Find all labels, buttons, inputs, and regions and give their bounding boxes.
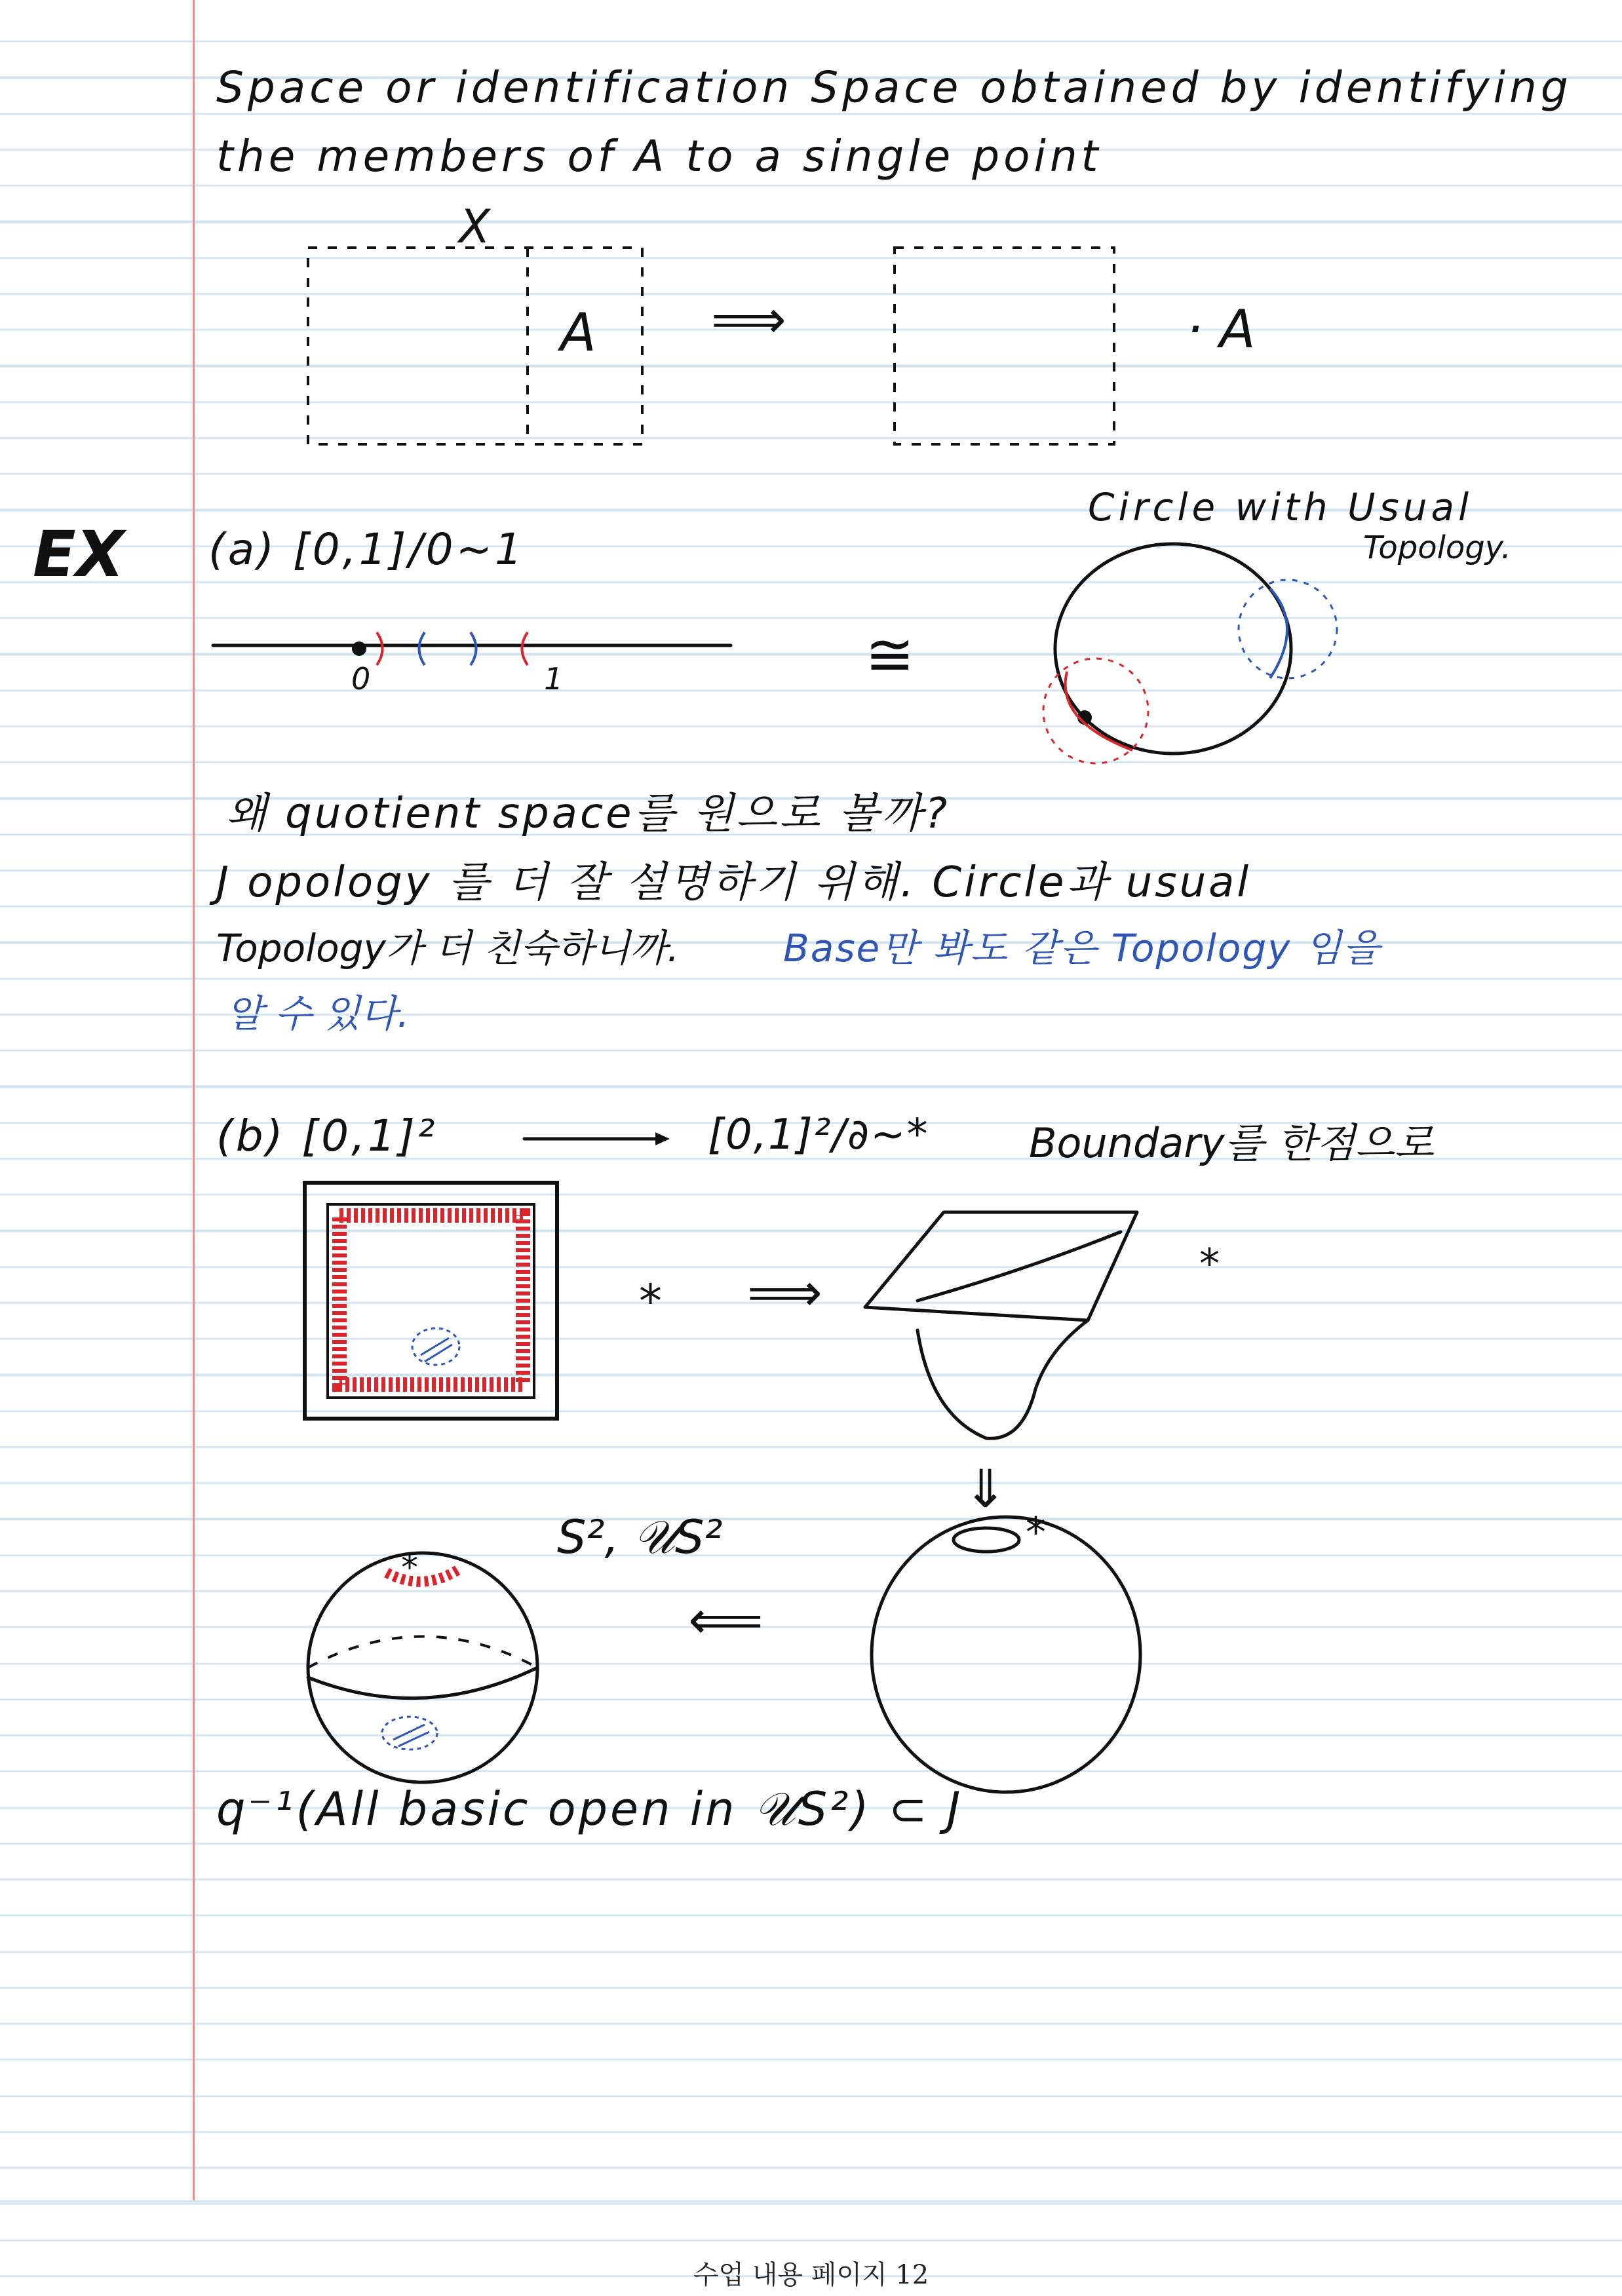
sphere-label: S², 𝒰S² (557, 1510, 723, 1564)
pinched-sphere (872, 1517, 1140, 1792)
circle-caption-2: Topology. (1363, 529, 1511, 566)
arrow-down: ⇓ (963, 1459, 1008, 1520)
fig1-x-label: X (459, 200, 490, 254)
blue-open-set-sphere (382, 1717, 437, 1750)
arrow-right: ⟹ (747, 1262, 822, 1323)
bag-shape (917, 1320, 1088, 1438)
sphere-equator-front (308, 1668, 537, 1698)
part-a-title: (a) [0,1]/0~1 (208, 524, 525, 575)
blue-paren-close (471, 632, 476, 665)
part-b-title-left: (b) [0,1]² (216, 1111, 438, 1161)
blue-arc (1270, 588, 1287, 678)
part-b-title-right: [0,1]²/∂~* (708, 1111, 929, 1159)
label-one: 1 (544, 661, 564, 697)
star-1: * (639, 1274, 662, 1328)
fig1-a-point-label: · A (1186, 299, 1256, 360)
label-zero: 0 (351, 661, 371, 697)
note-line-4-blue: 알 수 있다. (226, 991, 410, 1036)
note-line-3-black: Topology가 더 친숙하니까. (216, 926, 680, 970)
fig1-a-label: A (560, 302, 596, 363)
intro-line-1: Space or identification Space obtained by identifying (216, 62, 1572, 113)
circle (1055, 544, 1291, 754)
red-boundary-neighborhood (339, 1215, 523, 1385)
boundary-note: Boundary를 한점으로 (1029, 1119, 1434, 1167)
point-zero (352, 641, 366, 656)
circle-caption-1: Circle with Usual (1088, 485, 1473, 529)
star-3: * (1026, 1508, 1046, 1556)
blue-hatch-1 (421, 1338, 449, 1355)
note-line-1: 왜 quotient space를 원으로 볼까? (226, 790, 950, 838)
page-footer: 수업 내용 페이지 12 (693, 2260, 929, 2290)
red-cap (387, 1569, 459, 1582)
note-line-2: J opology 를 더 잘 설명하기 위해. Circle과 usual (216, 858, 1252, 907)
preimage-formula: q⁻¹(All basic open in 𝒰S²) ⊂ J (216, 1782, 963, 1836)
homeomorphic-symbol: ≅ (865, 621, 915, 689)
quotient-space-box (895, 248, 1114, 444)
map-arrow-head (655, 1132, 670, 1145)
red-arc (1066, 672, 1132, 750)
blue-hatch-3 (393, 1725, 425, 1740)
sphere-s2 (308, 1553, 537, 1782)
intro-line-2: the members of A to a single point (216, 131, 1102, 182)
arrow-left: ⟸ (688, 1590, 763, 1651)
star-2: * (1199, 1240, 1220, 1288)
collapsing-sheet (865, 1212, 1137, 1320)
example-label: EX (33, 518, 125, 591)
red-paren-right-of-0 (377, 632, 383, 665)
sphere-equator-back (308, 1637, 537, 1668)
star-4: * (401, 1548, 418, 1588)
red-paren-left-of-1 (522, 632, 528, 665)
note-line-3-blue: Base만 봐도 같은 Topology 임을 (783, 926, 1381, 970)
fig1-arrow: ⟹ (711, 289, 786, 350)
blue-paren-open (419, 632, 425, 665)
pinch-point (954, 1528, 1019, 1552)
square-inner (328, 1204, 534, 1398)
sheet-fold (917, 1232, 1121, 1301)
blue-hatch-2 (425, 1345, 452, 1362)
